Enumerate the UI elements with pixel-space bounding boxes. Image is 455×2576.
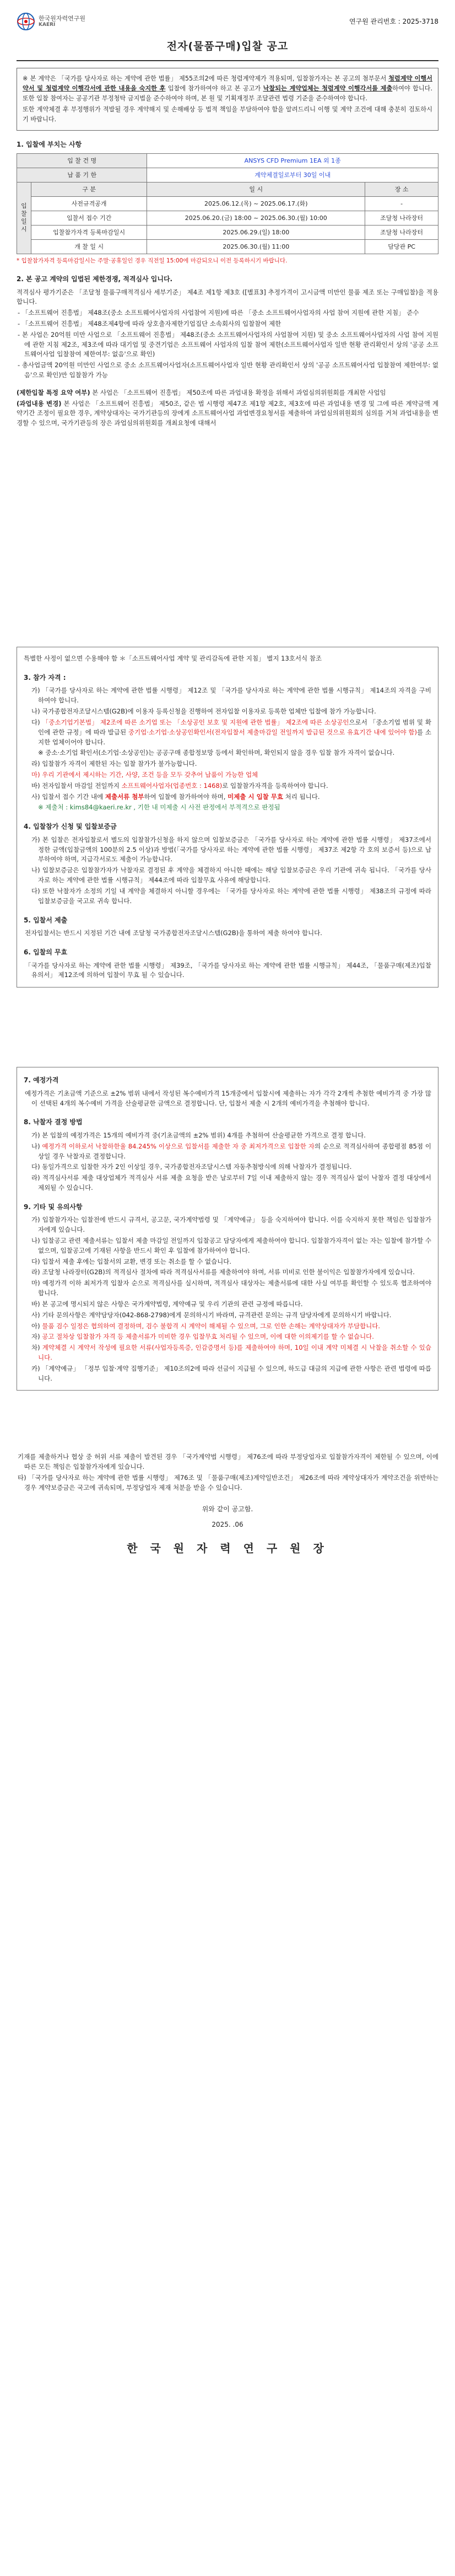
period-label: 납 품 기 한 — [17, 168, 147, 182]
section-3-text: 로 입찰참가자격을 등록하여야 합니다. — [222, 781, 328, 790]
table-row — [17, 225, 438, 239]
section-8-title: 8. 낙찰자 결정 방법 — [24, 1118, 83, 1126]
section-9-highlight: 계약체결 시 계약서 작성에 필요한 서류(사업자등록증, 인감증명서 등)를 제출하여야 하며, 10일 이내 계약 미체결 시 낙찰을 취소할 수 있습니다. — [38, 1344, 431, 1361]
section-9-text — [24, 1322, 431, 1332]
row-datetime: 2025.06.30.(월) 11:00 — [147, 239, 365, 254]
section-3-highlight: 미제출 시 입찰 무효 — [228, 792, 284, 801]
section-3-highlight: 제출서류 첨부 — [105, 792, 144, 801]
subject-value: ANSYS CFD Premium 1EA 외 1종 — [147, 153, 438, 168]
section-2-text — [17, 399, 438, 428]
section-3-text — [24, 781, 431, 791]
award-block — [17, 1067, 438, 1391]
section-7-title: 7. 예정가격 — [24, 1076, 59, 1085]
row-datetime: 2025.06.20.(금) 18:00 ~ 2025.06.30.(월) 10:00 — [147, 211, 365, 225]
section-2-text: 적격심사 평가기준은 「조달청 물품구매적격심사 세부기준」 제4조 제1항 제3호 ([별표3] 추정가격이 고시금액 미만인 물품 제조 또는 구매입찰)을 적용합니다. — [17, 288, 438, 306]
section-2-text: 본 사업은 「소프트웨어 진흥법」 제50조, 같은 법 시행령 제47조 제1항 제2호, 제3호에 따른 과업내용 변경 및 그에 따른 계약금액 계약기간 조정이 필요한 경우, 계약상대자는 국가기관등의 장에게 소프트웨어사업 과업변경요청서를 제출하여 과업심의위원회의 심의를 거쳐 과업내용을 변경할 수 있으며, 국가기관등의 장은 과업심의위원회를 개최요청에 대해서 — [17, 399, 438, 427]
section-2-text: - 총사업금액 20억원 미만인 사업으로 중소 소프트웨어사업자(소프트웨어사업자 일반 현황 관리확인서 상의 '공공 소프트웨어사업 입찰참여 제한여부: 없음'으로 확인)만 입찰참가 가능 — [18, 361, 438, 379]
col-division: 구 분 — [31, 182, 147, 196]
section-2-title: 2. 본 공고 계약의 입법된 제한경쟁, 적격심사 입니다. — [17, 275, 173, 283]
section-3-text: 나) 국가종합전자조달시스템(G2B)에 이용자 등록신청을 진행하여 전자입찰 이용자로 등록한 업체만 입찰에 참가 가능합니다. — [31, 707, 376, 716]
section-4-text: 나) 입찰보증금은 입찰참가자가 낙찰자로 결정된 후 계약을 체결하지 아니한 때에는 해당 입찰보증금은 우리 기관에 귀속 됩니다. 「국가를 당사자로 하는 계약에 관한 법률 시행규칙」 제44조에 따라 입찰무효 사유에 해당합니다. — [31, 866, 431, 884]
section-3-note: ※ 제출처 : kims84@kaeri.re.kr , 기한 내 미제출 시 사전 판정에서 부적격으로 판정됨 — [38, 803, 280, 812]
notice-text: 입찰에 참가하여야 하고 본 공고가 — [165, 85, 263, 93]
row-name: 개 찰 일 시 — [31, 239, 147, 254]
notice-paragraph-2: 또한 계약체결 후 부정행위가 적발될 경우 계약해지 및 손해배상 등 법적 책임을 부담하여야 함을 알려드리니 이행 및 계약 조건에 대해 충분히 검토하시기 바랍니다. — [23, 106, 432, 124]
signature-title: 한 국 원 자 력 연 구 원 장 — [127, 1541, 328, 1555]
notice-highlight: 청렴계약 이행서약서 및 청렴계약 이행각서에 관한 내용을 숙지한 후 — [23, 75, 432, 93]
section-2-text: 본 사업은 「소프트웨어 진흥법」 제50조에 따른 과업내용 확정을 위해서 과업심의위원회를 개최한 사업임 — [90, 388, 386, 396]
section-3-text: 처리 됩니다. — [283, 792, 320, 801]
section-8-text: 라) 적격심사서류 제출 대상업체가 적격심사 서류 제출 요청을 받은 날로부터 7일 이내 제출하지 않는 경우 적격심사 없이 낙찰자 결정 대상에서 제외될 수 있습니다. — [31, 1174, 431, 1192]
section-5-title: 5. 입찰서 제출 — [24, 916, 68, 924]
footer — [17, 1504, 438, 1557]
section-3-text: 를 소지한 업체이어야 합니다. — [38, 728, 432, 746]
section-8-text: 나) — [31, 1142, 42, 1150]
row-place: - — [365, 196, 438, 211]
section-8-text: 가) 본 입찰의 예정가격은 15개의 예비가격 중(기초금액의 ±2% 범위) 4개를 추첨하여 산술평균한 가격으로 결정 합니다. — [31, 1131, 366, 1139]
section-2-text: - 「소프트웨어 진흥법」 제48조(중소 소프트웨어사업자의 사업참여 지원)에 따른 「중소 소프트웨어사업자의 사업 참여 지원에 관한 지침」 준수 — [18, 309, 419, 317]
notice-highlight: 낙찰되는 계약업체는 청렴계약 이행각서를 제출 — [263, 85, 393, 93]
section-2-text — [17, 388, 438, 398]
closing-text: 위와 같이 공고함. — [202, 1505, 253, 1513]
row-name: 입찰참가자격 등록마감일시 — [31, 225, 147, 239]
section-9-text: 바) 본 공고에 명시되지 않은 사항은 국가계약법령, 계약예규 및 우리 기관의 관련 규정에 따릅니다. — [31, 1300, 303, 1308]
section-9-text: 자) — [31, 1333, 42, 1341]
logo-text — [39, 15, 85, 29]
section-3-text: 바) 전자입찰서 마감일 전일까지 — [31, 781, 122, 790]
section-2-bold: (과업내용 변경) — [17, 399, 62, 407]
table-note: * 입찰참가자격 등록마감일시는 주말·공휴일인 경우 직전일 15:00에 마감되오니 이전 등록하시기 바랍니다. — [17, 257, 288, 264]
logo-korean: 한국원자력연구원 — [39, 14, 86, 22]
section-9-text: 마) 예정가격 이하 최저가격 입찰자 순으로 적격심사를 실시하며, 적격심사 대상자는 제출서류에 대한 사실 여부를 확인할 수 있도록 협조하여야 합니다. — [31, 1279, 431, 1297]
section-9-text: 가) 입찰참가자는 입찰전에 반드시 규격서, 공고문, 국가계약법령 및 「계약예규」 등을 숙지하여야 합니다. 이를 숙지하지 못한 책임은 입찰참가자에게 있습니다. — [31, 1216, 431, 1234]
section-3-text: 다) — [31, 718, 42, 726]
section-9-title: 9. 기타 및 유의사항 — [24, 1203, 83, 1211]
section-3-text: 사) 입찰서 접수 기간 내에 — [31, 792, 105, 801]
schedule-label: 입찰일시 — [17, 182, 31, 254]
section-2-bold: (제한입찰 특정 요약 여부) — [17, 388, 90, 396]
section-9-highlight: 공고 절차상 입찰참가 자격 등 제출서류가 미비한 경우 입찰무효 처리될 수 있으며, 이에 대한 이의제기를 할 수 없습니다. — [42, 1333, 374, 1341]
row-name: 입찰서 접수 기간 — [31, 211, 147, 225]
section-3-text: 으로서 「중소기업 범위 및 확인에 관한 규정」에 따라 발급된 — [38, 718, 431, 736]
logo-english: KAERI — [39, 22, 56, 28]
tail-text: 기재를 제출하거나 협상 중 허위 서류 제출이 발견된 경우 「국가계약법 시행령」 제76조에 따라 부정당업자로 입찰참가자격이 제한될 수 있으며, 이에 따른 모든 책임은 입찰참가자에게 있습니다. — [18, 1453, 438, 1471]
notice-text: ※ 본 계약은 「국가를 당사자로 하는 계약에 관한 법률」 제55조의2에 따른 청렴계약제가 적용되며, 입찰참가자는 본 공고의 첨부문서 — [23, 75, 389, 83]
intro-text: 특별한 사정이 없으면 수용해야 함 ＊「소프트웨어사업 계약 및 관리감독에 관한 지침」 별지 13호서식 참조 — [24, 654, 322, 663]
row-place: 조달청 나라장터 — [365, 225, 438, 239]
section-9-text: 카) 「계약예규」 「정부 입찰·계약 집행기준」 제10조의2에 따라 선금이 지급될 수 있으며, 하도급 대금의 지급에 관한 사항은 관련 법령에 따릅니다. — [31, 1364, 431, 1382]
section-9-text — [24, 1343, 431, 1363]
table-row — [17, 196, 438, 211]
tail-text: 타) 「국가를 당사자로 하는 계약에 관한 법률 시행령」 제76조 및 「물품구매(제조)계약일반조건」 제26조에 따라 계약상대자가 계약조건을 위반하는 경우 계약보증금은 국고에 귀속되며, 부정당업자 제재 처분을 받을 수 있습니다. — [18, 1474, 438, 1491]
row-datetime: 2025.06.12.(목) ~ 2025.06.17.(화) — [147, 196, 365, 211]
section-3-text: 가) 「국가를 당사자로 하는 계약에 관한 법률 시행령」 제12조 및 「국가를 당사자로 하는 계약에 관한 법률 시행규칙」 제14조의 자격을 구비하여야 합니다. — [31, 686, 431, 705]
section-9-text: 사) 기타 문의사항은 계약담당자(042-868-2798)에게 문의하시기 바라며, 규격관련 문의는 규격 담당자에게 문의하시기 바랍니다. — [31, 1311, 392, 1319]
notice-text: 하여야 합니다. 또한 입찰 참여자는 공공기관 부정청탁 금지법을 준수하여야 하며, 본 원 및 기획재정부 조달관련 법령 기준을 준수하여야 합니다. — [23, 85, 432, 103]
subject-label: 입 찰 건 명 — [17, 153, 147, 168]
notice-paragraph-1 — [23, 74, 432, 104]
section-3-text: 라) 입찰참가 자격이 제한된 자는 입찰 참가가 불가능합니다. — [31, 760, 197, 768]
section-3-text — [24, 718, 431, 747]
kaeri-logo-icon — [17, 12, 35, 31]
section-3-highlight: 소프트웨어사업자(업종번호 : 1468) — [121, 781, 223, 790]
section-2-text: - 본 사업은 20억원 미만 사업으로 「소프트웨어 진흥법」 제48조(중소 소프트웨어사업자의 사업참여 지원) 및 중소 소프트웨어사업자의 사업 참여 지원에 관한 지침 제2조, 제3조에 따라 대기업 및 중견기업은 소프트웨어 사업자의 입찰 참여 제한(소프트웨어사업자 일반 현황 관리확인서 상의 '공공 소프트웨어사업 입찰참여 제한여부: 없음'으로 확인) — [18, 330, 438, 358]
section-8-text: 다) 동일가격으로 입찰한 자가 2인 이상일 경우, 국가종합전자조달시스템 자동추첨방식에 의해 낙찰자가 결정됩니다. — [31, 1163, 352, 1171]
section-4-text: 다) 또한 낙찰자가 소정의 기일 내 계약을 체결하지 아니할 경우에는 「국가를 당사자로 하는 계약에 관한 법률 시행령」 제38조의 규정에 따라 입찰보증금을 국고로 귀속 합니다. — [31, 887, 431, 905]
notice-box — [17, 68, 438, 131]
section-4-title: 4. 입찰참가 신청 및 입찰보증금 — [24, 823, 117, 831]
section-8-text — [24, 1142, 431, 1162]
management-number: 연구원 관리번호 : 2025-3718 — [349, 17, 438, 25]
section-7-text: 예정가격은 기초금액 기준으로 ±2% 범위 내에서 작성된 복수예비가격 15개중에서 입찰시에 제출하는 자가 각각 2개씩 추첨한 예비가격 중 가장 많이 선택된 4개의 복수예비 가격을 산술평균한 금액으로 결정합니다. 단, 입찰서 제출 시 2개의 예비가격을 추첨해야 합니다. — [25, 1089, 431, 1107]
section-3-text — [24, 792, 431, 802]
section-9-text: 다) 입찰서 제출 후에는 입찰서의 교환, 변경 또는 취소를 할 수 없습니다. — [31, 1257, 232, 1265]
section-3-title: 3. 참가 자격 : — [24, 673, 66, 681]
bid-info-table — [17, 153, 438, 254]
section-9-text: 아) — [31, 1322, 42, 1330]
section-6-title: 6. 입찰의 무효 — [24, 948, 68, 956]
section-3-text: 하여 입찰에 참가하여야 하며, — [144, 792, 228, 801]
row-place: 조달청 나라장터 — [365, 211, 438, 225]
col-place: 장 소 — [365, 182, 438, 196]
period-value: 계약체결일로부터 30일 이내 — [147, 168, 438, 182]
section-8-highlight: 예정가격 이하로서 낙찰하한율 84.245% 이상으로 입찰서를 제출한 자 중 최저가격으로 입찰한 자 — [42, 1142, 315, 1150]
notice-date: 2025. .06 — [212, 1521, 243, 1529]
row-name: 사전규격공개 — [31, 196, 147, 211]
section-8-text: 의 순으로 적격심사하여 종합평점 85점 이상일 경우 낙찰자로 결정합니다. — [38, 1142, 431, 1160]
section-3-highlight: 마) 우리 기관에서 제시하는 기간, 사양, 조건 등을 — [31, 770, 171, 779]
col-datetime: 일 시 — [147, 182, 365, 196]
section-3-note: ※ 중소·소기업 확인서(소기업·소상공인)는 공공구매 종합정보망 등에서 확인하며, 확인되지 않을 경우 입찰 참가 자격이 없습니다. — [38, 749, 395, 757]
section-3-highlight: 「중소기업기본법」 제2조에 따른 소기업 또는 「소상공인 보호 및 지원에 관한 법률」 제2조에 따른 소상공인 — [42, 718, 349, 726]
row-datetime: 2025.06.29.(일) 18:00 — [147, 225, 365, 239]
qualification-block — [17, 647, 438, 988]
section-1-title: 1. 입찰에 부치는 사항 — [17, 141, 82, 149]
section-3-highlight: 중기업·소기업·소상공인확인서(전자입찰서 제출마감일 전일까지 발급된 것으로 유효기간 내에 있어야 함) — [128, 728, 418, 736]
section-9-text: 차) — [31, 1344, 42, 1352]
section-4-text: 가) 본 입찰은 전자입찰로서 별도의 입찰참가신청을 하지 않으며 입찰보증금은 「국가를 당사자로 하는 계약에 관한 법률 시행령」 제37조에서 정한 금액(입찰금액의 100분의 2.5 이상)과 방법(「국가를 당사자로 하는 계약에 관한 법률 시행령」 제37조 제2항 각 호의 보증서 등)으로 납부하여야 하며, 지급각서로도 제출이 가능합니다. — [31, 835, 431, 863]
header — [0, 0, 455, 33]
section-3-highlight: 모두 갖추어 납품이 가능한 업체 — [170, 770, 258, 779]
page-title: 전자(물품구매)입찰 공고 — [17, 33, 438, 61]
section-6-text: 「국가를 당사자로 하는 계약에 관한 법률 시행령」 제39조, 「국가를 당사자로 하는 계약에 관한 법률 시행규칙」 제44조, 「물품구매(제조)입찰유의서」 제12조에 의하여 입찰이 무효 될 수 있습니다. — [25, 961, 431, 979]
section-9-text — [24, 1332, 431, 1342]
section-9-text: 나) 입찰공고 관련 제출서류는 입찰서 제출 마감일 전일까지 입찰공고 담당자에게 제출하여야 합니다. 입찰참가자격이 없는 자는 입찰에 참가할 수 없으며, 입찰공고에 기재된 사항을 반드시 확인 후 입찰에 참가하여야 합니다. — [31, 1237, 431, 1254]
section-2-text: - 「소프트웨어 진흥법」 제48조제4항에 따라 상호출자제한기업집단 소속회사의 입찰참여 제한 — [18, 319, 281, 328]
section-3-text — [24, 770, 431, 780]
row-place: 담당관 PC — [365, 239, 438, 254]
table-row — [17, 211, 438, 225]
table-row — [17, 239, 438, 254]
logo — [17, 12, 85, 31]
section-5-text: 전자입찰서는 반드시 지정된 기간 내에 조달청 국가종합전자조달시스템(G2B)을 통하여 제출 하여야 합니다. — [25, 929, 322, 937]
section-9-highlight: 물품 검수 일정은 협의하여 결정하며, 검수 불합격 시 계약이 해제될 수 있으며, 그로 인한 손해는 계약상대자가 부담합니다. — [42, 1322, 381, 1330]
section-9-text: 라) 조달청 나라장터(G2B)의 적격심사 절차에 따라 적격심사서류를 제출하여야 하며, 서류 미비로 인한 불이익은 입찰참가자에게 있습니다. — [31, 1268, 415, 1276]
